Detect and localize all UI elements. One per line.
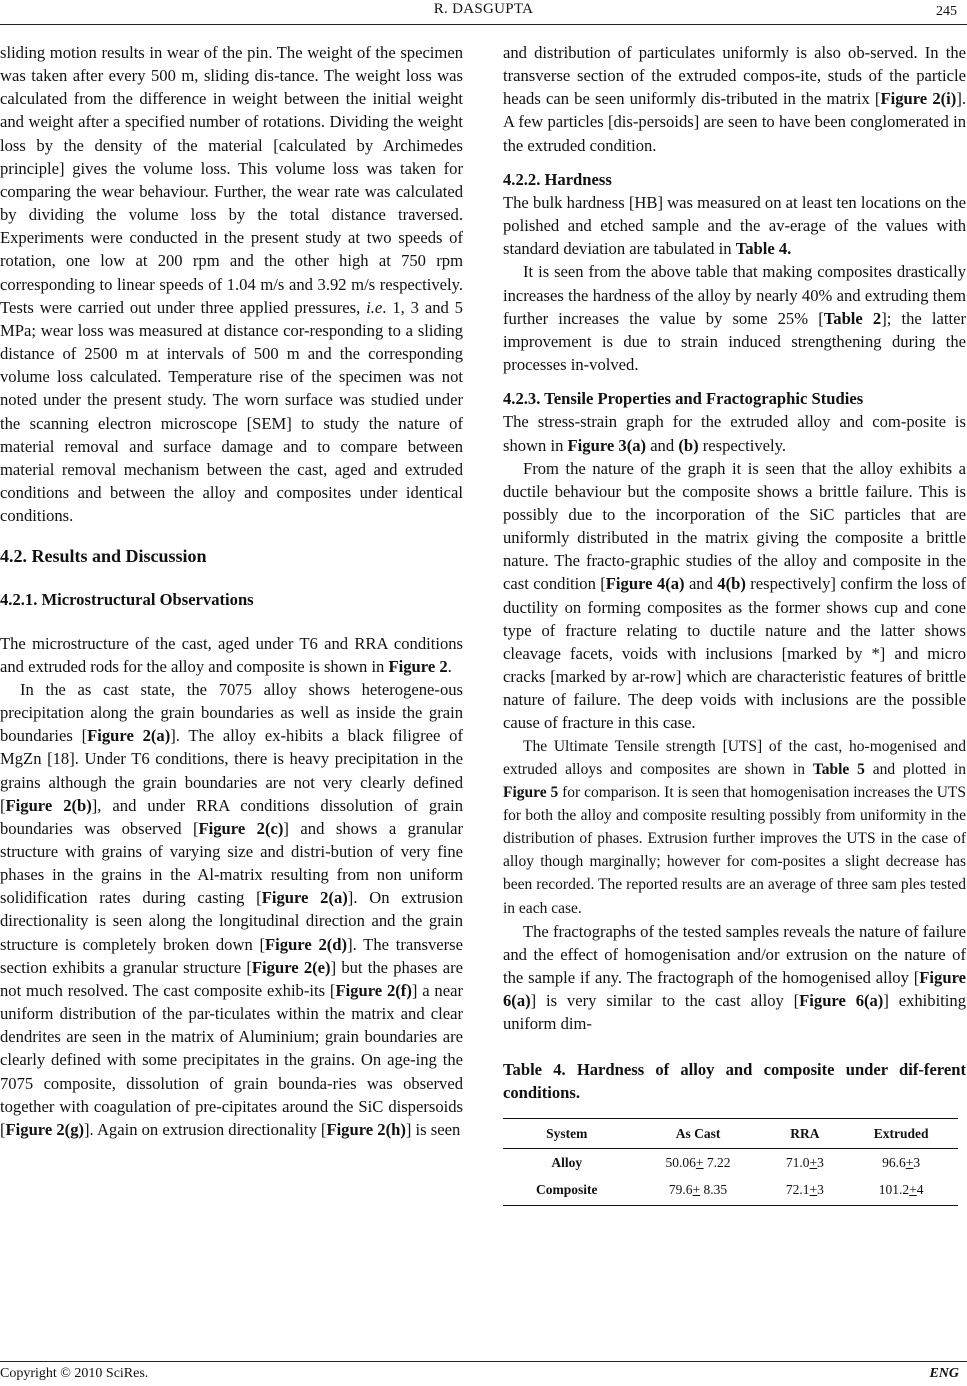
table-cell: 71.0+3: [785, 1154, 824, 1170]
running-author: R. DASGUPTA: [433, 1, 534, 17]
column-header: As Cast: [631, 1118, 766, 1148]
paragraph-wear-method: sliding motion results in wear of the pin. The weight of the specimen was taken after every 500 m, sliding dis-tance. The weight loss was calculated from the difference in weight between the initial weight and weight after a specified number of rotations. Dividing the weight loss by the density of the material [calculated by Archimedes principle] gives the volume loss. This volume loss was taken for comparing the wear behaviour. Further, the wear rate was calculated by dividing the volume loss by the total distance traversed. Experiments were conducted in the present study at two speeds of rotation, one low at 200 rpm and the other high at 750 rpm corresponding to linear speeds of 1.04 m/s and 3.92 m/s respectively. Tests were carried out under three applied pressures, i.e. 1, 3 and 5 MPa; wear loss was measured at distance cor-responding to a sliding distance of 2500 m at intervals of 500 m and the corresponding volume loss calculated. Temperature rise of the specimen was not noted under the present study. The worn surface was studied under the scanning electron microscope [SEM] to study the nature of material removal and surface damage and to compare between material removal mechanism between the cast, aged and extruded conditions and between the alloy and composites under identical conditions.: [0, 43, 463, 526]
footer-rule: [0, 1361, 967, 1362]
table-cell: Composite: [503, 1176, 631, 1206]
subsection-heading-tensile: 4.2.3. Tensile Properties and Fractographic Studies: [503, 389, 864, 409]
table-caption: Table 4. Hardness of alloy and composite under dif-ferent conditions.: [503, 1059, 966, 1102]
table-cell: Alloy: [551, 1154, 583, 1170]
header-rule: [0, 24, 967, 25]
left-column: [0, 41, 463, 1141]
subsection-heading-microstructure: 4.2.1. Microstructural Observations: [0, 590, 254, 610]
column-header: System: [503, 1118, 631, 1148]
table-cell: 79.6+ 8.35: [631, 1176, 766, 1206]
paragraph-microstructure-details: In the as cast state, the 7075 alloy shows heterogene-ous precipitation along the grain boundaries as well as inside the grain boundaries [Figure 2(a)]. The alloy ex-hibits a black filigree of MgZn [18]. Under T6 conditions, there is heavy precipitation in the grains although the grain boundaries are not very clearly defined [Figure 2(b)], and under RRA conditions dissolution of grain boundaries was observed [Figure 2(c)] and shows a granular structure with grains of varying size and distri-bution of very fine phases in the grains in the Al-matrix resulting from non uniform solidification rates during casting [Figure 2(a)]. On extrusion directionality is seen along the longitudinal direction and the grain structure is completely broken down [Figure 2(d)]. The transverse section exhibits a granular structure [Figure 2(e)] but the phases are not much resolved. The cast composite exhib-its [Figure 2(f)] a near uniform distribution of the par-ticulates within the matrix and clear dendrites are seen in the matrix of Aluminium; grain boundaries are clearly defined with some precipitates in the grains. On age-ing the 7075 composite, dissolution of grain bounda-ries was observed together with coagulation of pre-cipitates around the SiC dispersoids [Figure 2(g)]. Again on extrusion directionality [Figure 2(h)] is seen: [0, 679, 464, 1139]
paragraph-hardness: The bulk hardness [HB] was measured on at least ten locations on the polished and etched sample and the av-erage of the values with standard deviation are tabulated in Table 4.: [503, 192, 966, 259]
section-heading-results: 4.2. Results and Discussion: [0, 546, 207, 567]
column-header: RRA: [765, 1118, 844, 1148]
table-cell: 96.6+3: [882, 1154, 921, 1170]
paragraph-hardness-discussion: It is seen from the above table that making composites drastically increases the hardness of the alloy by nearly 40% and extruding them further increases the value by some 25% [Table 2]; the latter improvement is due to strain induced strengthening during the processes in-volved.: [503, 262, 966, 375]
page-number: 245: [936, 4, 957, 19]
paragraph-fractography: From the nature of the graph it is seen that the alloy exhibits a ductile behaviour but the composite shows a brittle failure. This is possibly due to the incorporation of the SiC particles that are uniformly distributed in the matrix giving the composite a brittle nature. The fracto-graphic studies of the alloy and composite in the cast condition [Figure 4(a) and 4(b) respectively] confirm the loss of ductility on forming composites as the former shows cup and cone type of fracture relating to ductile nature and the latter shows cleavage facets, voids with inclusions [marked by *] and micro cracks [marked by ar-row] which are characteristic features of brittle nature of failure. The deep voids with inclusions are the possible cause of fracture in this case.: [503, 458, 966, 733]
paragraph-stress-strain: The stress-strain graph for the extruded alloy and com-posite is shown in Figure 3(a) and (b) respectively.: [503, 412, 966, 455]
column-header: Extruded: [844, 1118, 958, 1148]
paragraph-microstructure-intro: The microstructure of the cast, aged under T6 and RRA conditions and extruded rods for the alloy and composite is shown in Figure 2.: [0, 633, 463, 676]
table-cell: 50.06+ 7.22: [665, 1154, 731, 1170]
journal-abbreviation: ENG: [929, 1366, 959, 1381]
copyright-notice: Copyright © 2010 SciRes.: [0, 1366, 149, 1381]
subsection-heading-hardness: 4.2.2. Hardness: [503, 169, 612, 189]
table-row: [503, 1148, 958, 1176]
table-header-row: [503, 1118, 958, 1148]
table-cell: 101.2+4: [844, 1176, 958, 1206]
paragraph-fractographs: The fractographs of the tested samples reveals the nature of failure and the effect of homogenisation and/or extrusion on the nature of the sample if any. The fractograph of the homogenised alloy [Figure 6(a)] is very similar to the cast alloy [Figure 6(a)] exhibiting uniform dim-: [503, 921, 966, 1034]
paragraph-uts: The Ultimate Tensile strength [UTS] of the cast, ho-mogenised and extruded alloys and composites are shown in Table 5 and plotted in Figure 5 for comparison. It is seen that homogenisation increases the UTS for both the alloy and composite resulting possibly from uniformity in the distribution of phases. Extrusion further improves the UTS in the case of alloy though marginally; however for com-posites a slight decrease has been recorded. The reported results are an average of three sam ples tested in each case.: [503, 737, 967, 917]
page-header: [0, 0, 967, 24]
paragraph-extruded-distribution: and distribution of particulates uniformly is also ob-served. In the transverse section of the extruded compos-ite, studs of the particle heads can be seen uniformly dis-tributed in the matrix [Figure 2(i)]. A few particles [dis-persoids] are seen to have been conglomerated in the extruded condition.: [503, 43, 966, 155]
table-cell: 72.1+3: [765, 1176, 844, 1206]
right-column: [503, 41, 966, 1206]
hardness-table: [503, 1118, 958, 1206]
table-row: [503, 1176, 958, 1206]
